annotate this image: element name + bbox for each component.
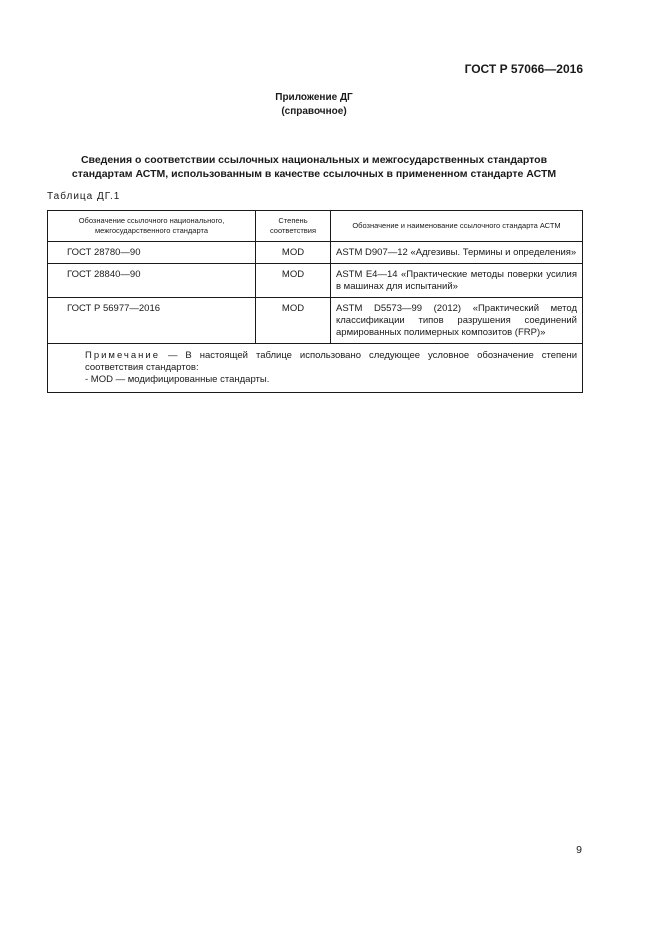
table-header-row [48, 211, 583, 242]
annex-heading [0, 91, 628, 119]
heading-line-1: Сведения о соответствии ссылочных национальных и межгосударственных стандартов [80, 154, 548, 166]
note-body: — В настоящей таблице использовано следующее условное обозначение степени соответствия стандартов: [85, 350, 577, 373]
cell-standard: ГОСТ 28780—90 [48, 242, 256, 264]
table-note [48, 344, 583, 393]
header-standard-line-2: межгосударственного стандарта [95, 226, 208, 235]
annex-type: (справочное) [281, 106, 347, 117]
header-standard [48, 211, 256, 242]
table-row [48, 242, 583, 264]
header-degree-line-2: соответствия [269, 226, 317, 235]
cell-astm: ASTM D5573—99 (2012) «Практический метод классификации типов разрушения соединений армированных полимерных композитов (FRP)» [331, 298, 583, 344]
header-astm: Обозначение и наименование ссылочного стандарта АСТМ [331, 211, 583, 242]
page-number: 9 [576, 844, 582, 856]
cell-standard: ГОСТ 28840—90 [48, 264, 256, 298]
note-text [53, 350, 577, 374]
table-row [48, 264, 583, 298]
document-code: ГОСТ Р 57066—2016 [464, 62, 583, 76]
header-standard-line-1: Обозначение ссылочного национального, [78, 216, 225, 225]
header-degree-line-1: Степень [278, 216, 308, 225]
section-heading [40, 153, 588, 181]
cell-degree: MOD [256, 264, 331, 298]
cell-degree: MOD [256, 298, 331, 344]
header-degree [256, 211, 331, 242]
table-row [48, 298, 583, 344]
note-label: Примечание [85, 350, 160, 361]
cell-degree: MOD [256, 242, 331, 264]
annex-title: Приложение ДГ [275, 92, 353, 103]
correspondence-table [47, 210, 583, 393]
heading-line-2: стандартам АСТМ, использованным в качестве ссылочных в примененном стандарте АСТМ [71, 168, 557, 180]
cell-standard: ГОСТ Р 56977—2016 [48, 298, 256, 344]
note-item: - MOD — модифицированные стандарты. [85, 374, 270, 385]
cell-astm: ASTM D907—12 «Адгезивы. Термины и определения» [331, 242, 583, 264]
cell-astm: ASTM E4—14 «Практические методы поверки усилия в машинах для испытаний» [331, 264, 583, 298]
table-label: Таблица ДГ.1 [47, 191, 121, 202]
table-note-row [48, 344, 583, 393]
